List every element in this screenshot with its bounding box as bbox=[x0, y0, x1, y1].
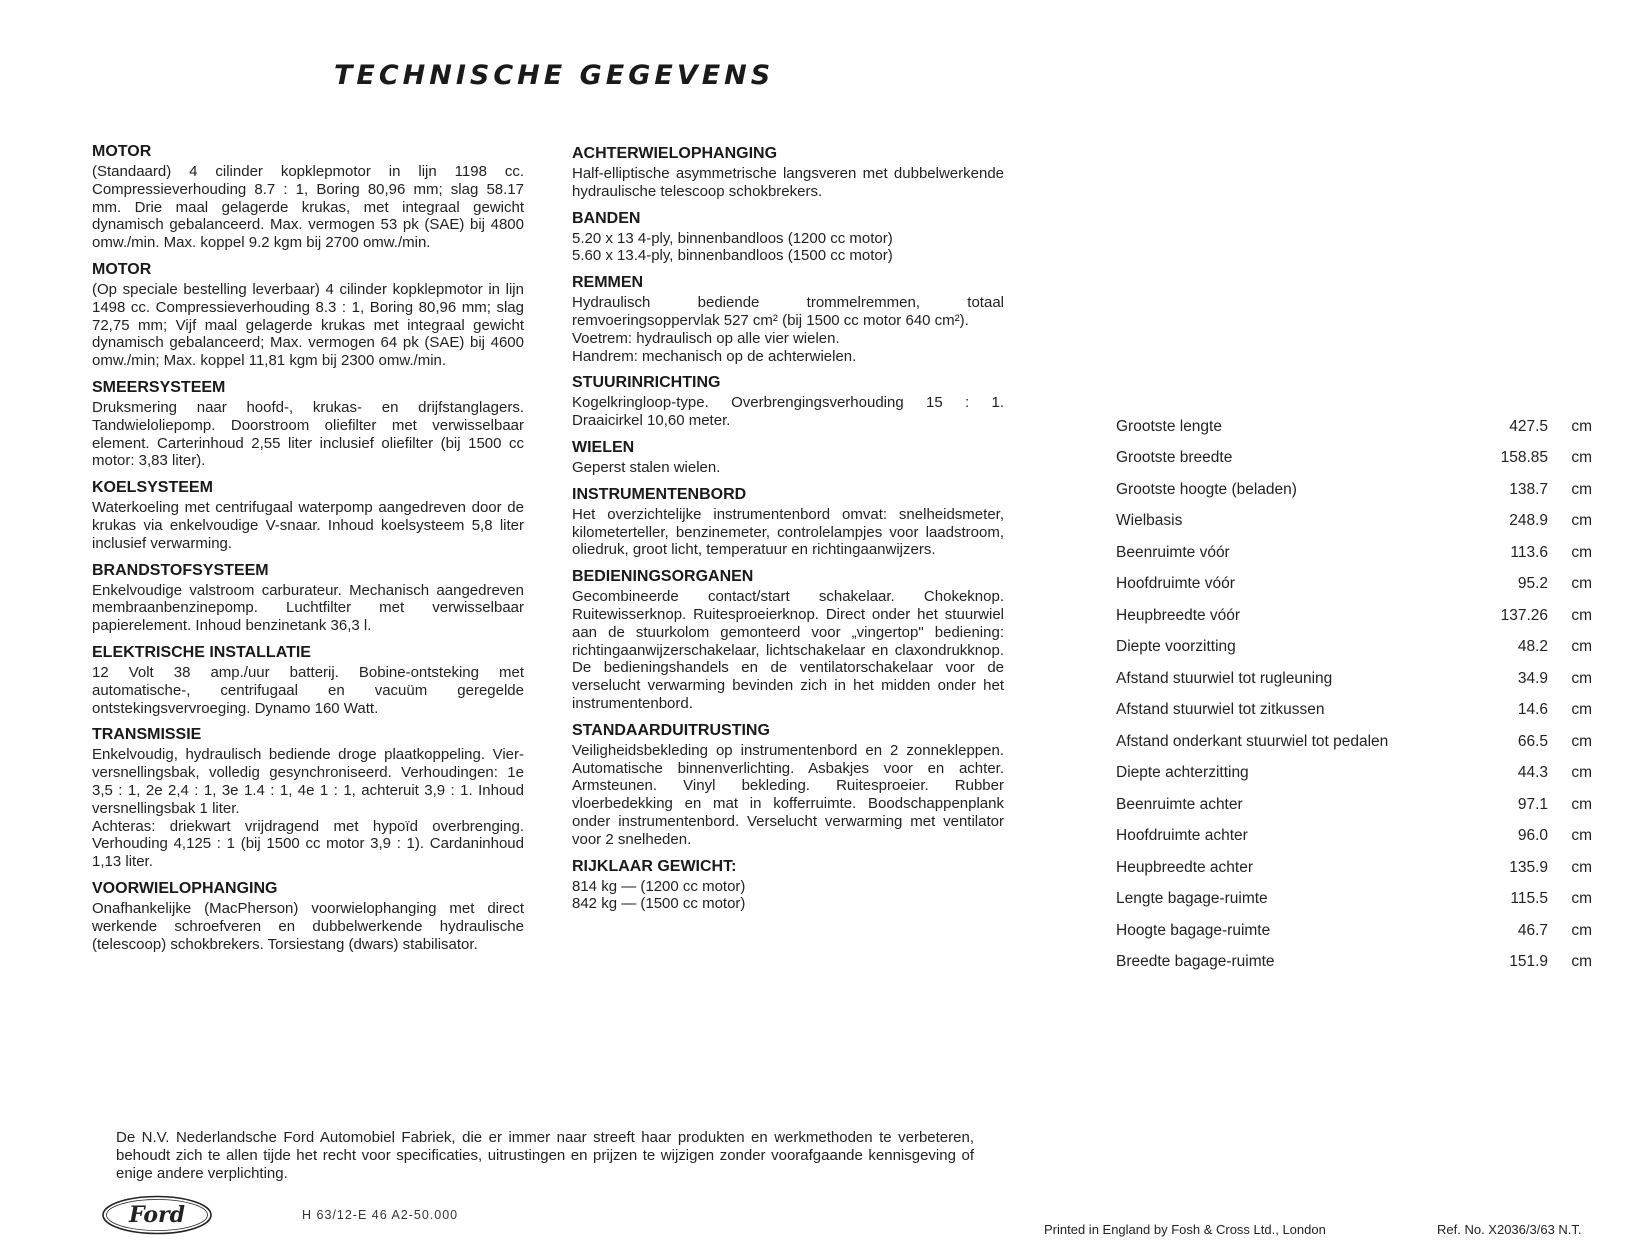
section-text bbox=[572, 294, 1004, 365]
dimension-value: 48.2 bbox=[1517, 638, 1548, 656]
dimension-row bbox=[1116, 947, 1592, 979]
section-paragraph: (Op speciale bestelling leverbaar) 4 cilinder kopklepmotor in lijn 1498 cc. Compressieverhouding 8.3 : 1, Boring 80,96 mm; slag 72,75 mm; Vijf maal gelagerde krukas met integraal gewicht dynamisch gebalanceerd; Max. vermogen 64 pk (SAE) bij 4600 omw./min; Max. koppel 11,81 kgm bij 2300 omw./min. bbox=[92, 280, 524, 370]
spec-section bbox=[572, 273, 1004, 365]
dimension-label: Beenruimte achter bbox=[1116, 795, 1243, 813]
dimension-label: Hoofdruimte achter bbox=[1116, 827, 1248, 845]
dimension-value: 96.0 bbox=[1517, 827, 1548, 845]
section-paragraph: Enkelvoudig, hydraulisch bediende droge plaatkoppeling. Vier-versnellingsbak, volledig gesynchroniseerd. Verhoudingen: 1e 3,5 : 1, 2e 2,4 : 1, 3e 1.4 : 1, 4e 1 : 1, achteruit 3,9 : 1. Inhoud versnellingsbak 1 liter. bbox=[92, 746, 524, 817]
section-text bbox=[92, 582, 524, 635]
section-text bbox=[92, 900, 524, 953]
specs-column-right bbox=[572, 144, 1004, 921]
section-heading: STANDAARDUITRUSTING bbox=[572, 721, 770, 739]
section-text bbox=[572, 742, 1004, 849]
dimension-label: Heupbreedte vóór bbox=[1116, 606, 1241, 624]
section-text bbox=[572, 878, 1004, 914]
dimension-unit: cm bbox=[1571, 858, 1592, 876]
dimension-row bbox=[1116, 663, 1592, 695]
dimension-unit: cm bbox=[1571, 575, 1592, 593]
section-heading: BANDEN bbox=[572, 209, 641, 227]
section-paragraph: 5.60 x 13.4-ply, binnenbandloos (1500 cc motor) bbox=[572, 247, 893, 265]
section-paragraph: Gecombineerde contact/start schakelaar. Chokeknop. Ruitewisserknop. Ruitesproeierknop. Direct onder het stuurwiel aan de stuurkolom gemonteerd voor „vingertop" bediening: richtingaanwijzerschakelaar, lichtschakelaar en claxondrukknop. De bedieningshandels en de ventilatorschakelaar voor de verselucht verwarming bevinden zich in het midden onder het instrumentenbord. bbox=[572, 588, 1004, 712]
dimension-unit: cm bbox=[1571, 512, 1592, 530]
section-paragraph: 842 kg — (1500 cc motor) bbox=[572, 895, 746, 913]
section-paragraph: Handrem: mechanisch op de achterwielen. bbox=[572, 347, 857, 365]
dimension-label: Grootste breedte bbox=[1116, 449, 1233, 467]
dimension-value: 95.2 bbox=[1517, 575, 1548, 593]
section-paragraph: 5.20 x 13 4-ply, binnenbandloos (1200 cc motor) bbox=[572, 229, 893, 247]
dimension-unit: cm bbox=[1571, 543, 1592, 561]
spec-section bbox=[572, 721, 1004, 849]
dimension-label: Grootste hoogte (beladen) bbox=[1116, 480, 1297, 498]
dimension-unit: cm bbox=[1571, 669, 1592, 687]
dimension-row bbox=[1116, 411, 1592, 443]
dimension-row bbox=[1116, 884, 1592, 916]
section-paragraph: Kogelkringloop-type. Overbrengingsverhouding 15 : 1. Draaicirkel 10,60 meter. bbox=[572, 394, 1004, 430]
dimension-value: 14.6 bbox=[1517, 701, 1548, 719]
dimension-label: Hoogte bagage-ruimte bbox=[1116, 921, 1271, 939]
spec-section bbox=[92, 478, 524, 552]
dimension-value: 248.9 bbox=[1509, 512, 1548, 530]
spec-section bbox=[572, 144, 1004, 201]
dimensions-table bbox=[1116, 411, 1592, 978]
section-paragraph: (Standaard) 4 cilinder kopklepmotor in lijn 1198 cc. Compressieverhouding 8.7 : 1, Boring 80,96 mm; slag 58.17 mm. Drie maal gelagerde krukas, met integraal gewicht dynamisch gebalanceerd. Max. vermogen 53 pk (SAE) bij 4800 omw./min. Max. koppel 9.2 kgm bij 2700 omw./min. bbox=[92, 163, 524, 252]
section-paragraph: Voetrem: hydraulisch op alle vier wielen. bbox=[572, 329, 840, 347]
dimension-value: 151.9 bbox=[1509, 953, 1548, 971]
section-paragraph: Enkelvoudige valstroom carburateur. Mechanisch aangedreven membraanbenzinepomp. Luchtfilter met verwisselbaar papierelement. Inhoud benzinetank 36,3 l. bbox=[92, 581, 524, 635]
section-text bbox=[572, 588, 1004, 713]
dimension-value: 138.7 bbox=[1509, 480, 1548, 498]
section-paragraph: Waterkoeling met centrifugaal waterpomp aangedreven door de krukas via enkelvoudige V-snaar. Inhoud koelsysteem 5,8 liter inclusief verwarming. bbox=[92, 499, 524, 552]
section-heading: REMMEN bbox=[572, 274, 644, 292]
print-code: H 63/12-E 46 A2-50.000 bbox=[302, 1208, 459, 1222]
section-text bbox=[572, 165, 1004, 201]
section-heading: ELEKTRISCHE INSTALLATIE bbox=[92, 643, 311, 661]
dimension-row bbox=[1116, 443, 1592, 475]
section-text bbox=[92, 746, 524, 871]
dimension-row bbox=[1116, 789, 1592, 821]
section-paragraph: Onafhankelijke (MacPherson) voorwielophanging met direct werkende schroefveren en dubbelwerkende hydraulische (telescoop) schokbrekers. Torsiestang (dwars) stabilisator. bbox=[92, 899, 524, 953]
spec-section bbox=[572, 438, 1004, 477]
dimension-label: Heupbreedte achter bbox=[1116, 858, 1254, 876]
reference-number: Ref. No. X2036/3/63 N.T. bbox=[1437, 1222, 1582, 1237]
spec-section bbox=[572, 373, 1004, 430]
section-text bbox=[572, 459, 1004, 477]
section-text bbox=[572, 230, 1004, 266]
dimension-unit: cm bbox=[1571, 921, 1592, 939]
dimension-row bbox=[1116, 821, 1592, 853]
dimension-label: Beenruimte vóór bbox=[1116, 543, 1230, 561]
dimension-unit: cm bbox=[1571, 638, 1592, 656]
dimension-value: 137.26 bbox=[1500, 606, 1548, 624]
printer-credit: Printed in England by Fosh & Cross Ltd., London bbox=[1044, 1222, 1326, 1237]
dimension-row bbox=[1116, 758, 1592, 790]
spec-section bbox=[572, 209, 1004, 266]
dimension-unit: cm bbox=[1571, 417, 1592, 435]
dimension-label: Wielbasis bbox=[1116, 512, 1183, 530]
spec-section bbox=[572, 485, 1004, 559]
spec-section bbox=[92, 725, 524, 871]
dimension-unit: cm bbox=[1571, 764, 1592, 782]
dimension-row bbox=[1116, 537, 1592, 569]
dimension-label: Afstand onderkant stuurwiel tot pedalen bbox=[1116, 732, 1389, 750]
section-heading: WIELEN bbox=[572, 438, 635, 456]
section-heading: ACHTERWIELOPHANGING bbox=[572, 145, 778, 162]
section-paragraph: Veiligheidsbekleding op instrumentenbord en 2 zonnekleppen. Automatische binnenverlichting. Asbakjes voor en achter. Armsteunen. Vinyl bekleding. Ruitesproeier. Rubber vloerbedekking en mat in kofferruimte. Boodschappenplank onder instrumentenbord. Verselucht verwarming met ventilator voor 2 snelheden. bbox=[572, 741, 1004, 848]
spec-section bbox=[92, 378, 524, 470]
spec-section bbox=[572, 567, 1004, 713]
dimension-unit: cm bbox=[1571, 701, 1592, 719]
dimension-value: 34.9 bbox=[1517, 669, 1548, 687]
section-paragraph: Druksmering naar hoofd-, krukas- en drijfstanglagers. Tandwieloliepomp. Doorstroom oliefilter met verwisselbaar element. Carterinhoud 2,55 liter inclusief oliefilter (bij 1500 cc motor: 3,83 liter). bbox=[92, 398, 524, 470]
dimension-row bbox=[1116, 726, 1592, 758]
dimension-row bbox=[1116, 632, 1592, 664]
dimension-value: 44.3 bbox=[1517, 764, 1548, 782]
section-text bbox=[572, 506, 1004, 559]
dimension-label: Diepte voorzitting bbox=[1116, 638, 1236, 656]
dimension-row bbox=[1116, 600, 1592, 632]
section-heading: VOORWIELOPHANGING bbox=[92, 879, 278, 897]
dimension-row bbox=[1116, 915, 1592, 947]
dimension-unit: cm bbox=[1571, 480, 1592, 498]
dimension-row bbox=[1116, 695, 1592, 727]
spec-section bbox=[92, 260, 524, 370]
section-paragraph: Achteras: driekwart vrijdragend met hypoïd overbrenging. Verhouding 4,125 : 1 (bij 1500 cc motor 3,9 : 1). Cardaninhoud 1,13 liter. bbox=[92, 817, 524, 871]
dimension-unit: cm bbox=[1571, 890, 1592, 908]
ford-logo-text: Ford bbox=[128, 1202, 186, 1228]
dimension-unit: cm bbox=[1571, 732, 1592, 750]
page-title: TECHNISCHE GEGEVENS bbox=[334, 60, 775, 91]
dimension-row bbox=[1116, 474, 1592, 506]
dimension-value: 97.1 bbox=[1517, 795, 1548, 813]
spec-section bbox=[92, 142, 524, 252]
dimension-value: 66.5 bbox=[1517, 732, 1548, 750]
section-text bbox=[92, 163, 524, 252]
section-text bbox=[92, 399, 524, 470]
dimension-label: Lengte bagage-ruimte bbox=[1116, 890, 1268, 908]
spec-section bbox=[92, 643, 524, 717]
dimension-value: 115.5 bbox=[1510, 890, 1548, 908]
section-heading: SMEERSYSTEEM bbox=[92, 378, 226, 396]
section-text bbox=[92, 281, 524, 370]
section-heading: RIJKLAAR GEWICHT: bbox=[572, 857, 737, 875]
dimension-value: 135.9 bbox=[1509, 858, 1548, 876]
dimension-row bbox=[1116, 852, 1592, 884]
section-heading: STUURINRICHTING bbox=[572, 374, 721, 392]
dimension-label: Afstand stuurwiel tot rugleuning bbox=[1116, 669, 1333, 687]
footer-disclaimer: De N.V. Nederlandsche Ford Automobiel Fabriek, die er immer naar streeft haar produkten en werkmethoden te verbeteren, behoudt zich te allen tijde het recht voor specificaties, uitrustingen en prijzen te wijzigen zonder voorafgaande kennisgeving of enige andere verplichting. bbox=[116, 1129, 974, 1182]
dimension-unit: cm bbox=[1571, 953, 1592, 971]
dimension-row bbox=[1116, 506, 1592, 538]
section-paragraph: Geperst stalen wielen. bbox=[572, 458, 721, 476]
section-paragraph: 814 kg — (1200 cc motor) bbox=[572, 877, 746, 895]
spec-section bbox=[92, 879, 524, 953]
section-heading: INSTRUMENTENBORD bbox=[572, 485, 747, 503]
section-paragraph: 12 Volt 38 amp./uur batterij. Bobine-ontsteking met automatische-, centrifugaal en vacuüm geregelde ontstekingsvervroeging. Dynamo 160 Watt. bbox=[92, 663, 524, 717]
spec-section bbox=[572, 857, 1004, 914]
dimension-value: 113.6 bbox=[1510, 543, 1548, 561]
dimension-unit: cm bbox=[1571, 795, 1592, 813]
section-text bbox=[92, 499, 524, 552]
dimension-value: 158.85 bbox=[1500, 449, 1548, 467]
dimension-value: 427.5 bbox=[1509, 417, 1548, 435]
dimension-label: Hoofdruimte vóór bbox=[1116, 575, 1235, 593]
section-heading: BRANDSTOFSYSTEEM bbox=[92, 561, 269, 579]
dimension-label: Diepte achterzitting bbox=[1116, 764, 1249, 782]
dimension-label: Afstand stuurwiel tot zitkussen bbox=[1116, 701, 1325, 719]
dimension-value: 46.7 bbox=[1517, 921, 1548, 939]
section-heading: TRANSMISSIE bbox=[92, 726, 202, 744]
section-paragraph: Half-elliptische asymmetrische langsveren met dubbelwerkende hydraulische telescoop schokbrekers. bbox=[572, 165, 1004, 200]
section-text bbox=[92, 664, 524, 717]
dimension-row bbox=[1116, 569, 1592, 601]
dimension-unit: cm bbox=[1571, 827, 1592, 845]
section-heading: MOTOR bbox=[92, 143, 152, 160]
section-paragraph: Het overzichtelijke instrumentenbord omvat: snelheidsmeter, kilometerteller, benzinemeter, controlelampjes voor laadstroom, oliedruk, groot licht, temperatuur en richtingaanwijzers. bbox=[572, 505, 1004, 559]
dimension-label: Breedte bagage-ruimte bbox=[1116, 953, 1275, 971]
section-heading: MOTOR bbox=[92, 260, 152, 278]
section-paragraph: Hydraulisch bediende trommelremmen, totaal remvoeringsoppervlak 527 cm² (bij 1500 cc motor 640 cm²). bbox=[572, 294, 1004, 329]
dimension-unit: cm bbox=[1571, 449, 1592, 467]
section-heading: KOELSYSTEEM bbox=[92, 479, 213, 497]
spec-section bbox=[92, 561, 524, 635]
section-text bbox=[572, 394, 1004, 430]
dimension-label: Grootste lengte bbox=[1116, 417, 1222, 435]
specs-column-left bbox=[92, 142, 524, 961]
dimension-unit: cm bbox=[1571, 606, 1592, 624]
section-heading: BEDIENINGSORGANEN bbox=[572, 568, 754, 586]
